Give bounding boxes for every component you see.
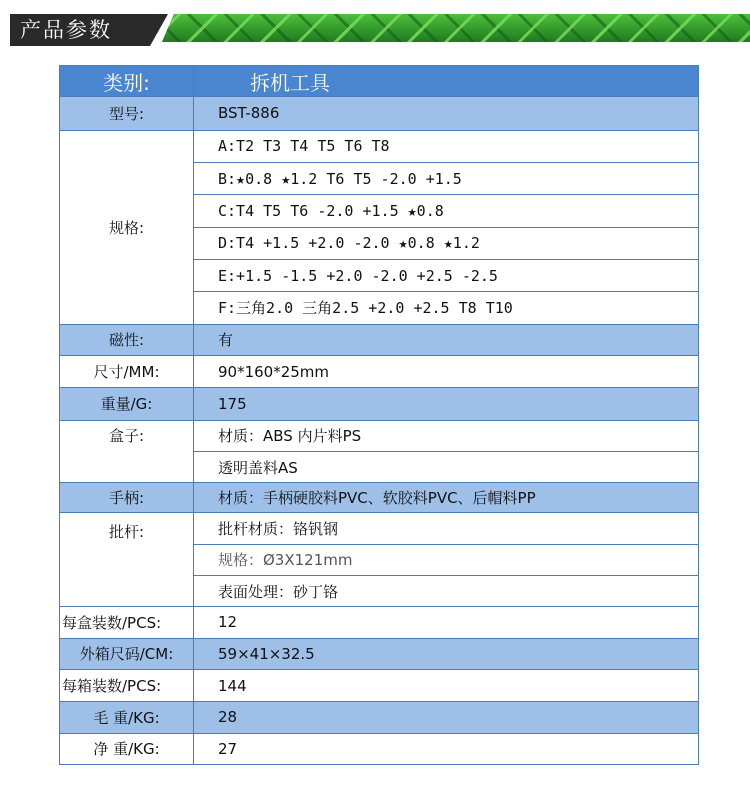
banner-title: 产品参数 <box>20 18 112 42</box>
table-row <box>60 513 699 544</box>
weight-value: 175 <box>194 388 699 420</box>
table-row <box>60 733 699 764</box>
gross-weight-label: 毛 重/KG: <box>60 702 194 733</box>
size-value: 90*160*25mm <box>194 355 699 387</box>
table-row <box>60 355 699 387</box>
box-material: 材质：ABS 内片料PS <box>194 420 699 451</box>
spec-item-d: D:T4 +1.5 +2.0 -2.0 ★0.8 ★1.2 <box>194 227 699 259</box>
table-row <box>60 702 699 733</box>
spec-item-a: A:T2 T3 T4 T5 T6 T8 <box>194 130 699 162</box>
carton-size-value: 59×41×32.5 <box>194 638 699 669</box>
spec-item-b: B:★0.8 ★1.2 T6 T5 -2.0 +1.5 <box>194 163 699 195</box>
table-row <box>60 638 699 669</box>
spec-item-c: C:T4 T5 T6 -2.0 +1.5 ★0.8 <box>194 195 699 227</box>
table-row <box>60 130 699 162</box>
table-row <box>60 388 699 420</box>
banner-stripe-decoration <box>162 14 750 42</box>
handle-value: 材质：手柄硬胶料PVC、软胶料PVC、后帽料PP <box>194 483 699 513</box>
table-row <box>60 420 699 451</box>
table-header-row <box>60 66 699 97</box>
per-box-value: 12 <box>194 607 699 638</box>
table-row <box>60 607 699 638</box>
per-box-label: 每盒装数/PCS: <box>60 607 194 638</box>
gross-weight-value: 28 <box>194 702 699 733</box>
table-row <box>60 324 699 355</box>
bit-material: 批杆材质：铬钒钢 <box>194 513 699 544</box>
per-carton-label: 每箱装数/PCS: <box>60 669 194 701</box>
spec-item-f: F:三角2.0 三角2.5 +2.0 +2.5 T8 T10 <box>194 292 699 324</box>
magnetic-label: 磁性: <box>60 324 194 355</box>
box-lid-material: 透明盖料AS <box>194 451 699 482</box>
table-row <box>60 669 699 701</box>
handle-label: 手柄: <box>60 483 194 513</box>
table-row <box>60 483 699 513</box>
net-weight-value: 27 <box>194 733 699 764</box>
size-label: 尺寸/MM: <box>60 355 194 387</box>
bit-spec: 规格：Ø3X121mm <box>194 544 699 575</box>
category-value: 拆机工具 <box>194 66 699 97</box>
spec-label: 规格: <box>60 130 194 324</box>
model-value: BST-886 <box>194 97 699 130</box>
bit-surface: 表面处理：砂丁铬 <box>194 576 699 607</box>
model-label: 型号: <box>60 97 194 130</box>
magnetic-value: 有 <box>194 324 699 355</box>
box-label: 盒子: <box>60 420 194 483</box>
spec-item-e: E:+1.5 -1.5 +2.0 -2.0 +2.5 -2.5 <box>194 259 699 291</box>
table-row <box>60 97 699 130</box>
net-weight-label: 净 重/KG: <box>60 733 194 764</box>
weight-label: 重量/G: <box>60 388 194 420</box>
spec-table <box>59 65 699 765</box>
per-carton-value: 144 <box>194 669 699 701</box>
category-label: 类别: <box>60 66 194 97</box>
carton-size-label: 外箱尺码/CM: <box>60 638 194 669</box>
bit-label: 批杆: <box>60 513 194 607</box>
section-banner <box>0 12 750 48</box>
